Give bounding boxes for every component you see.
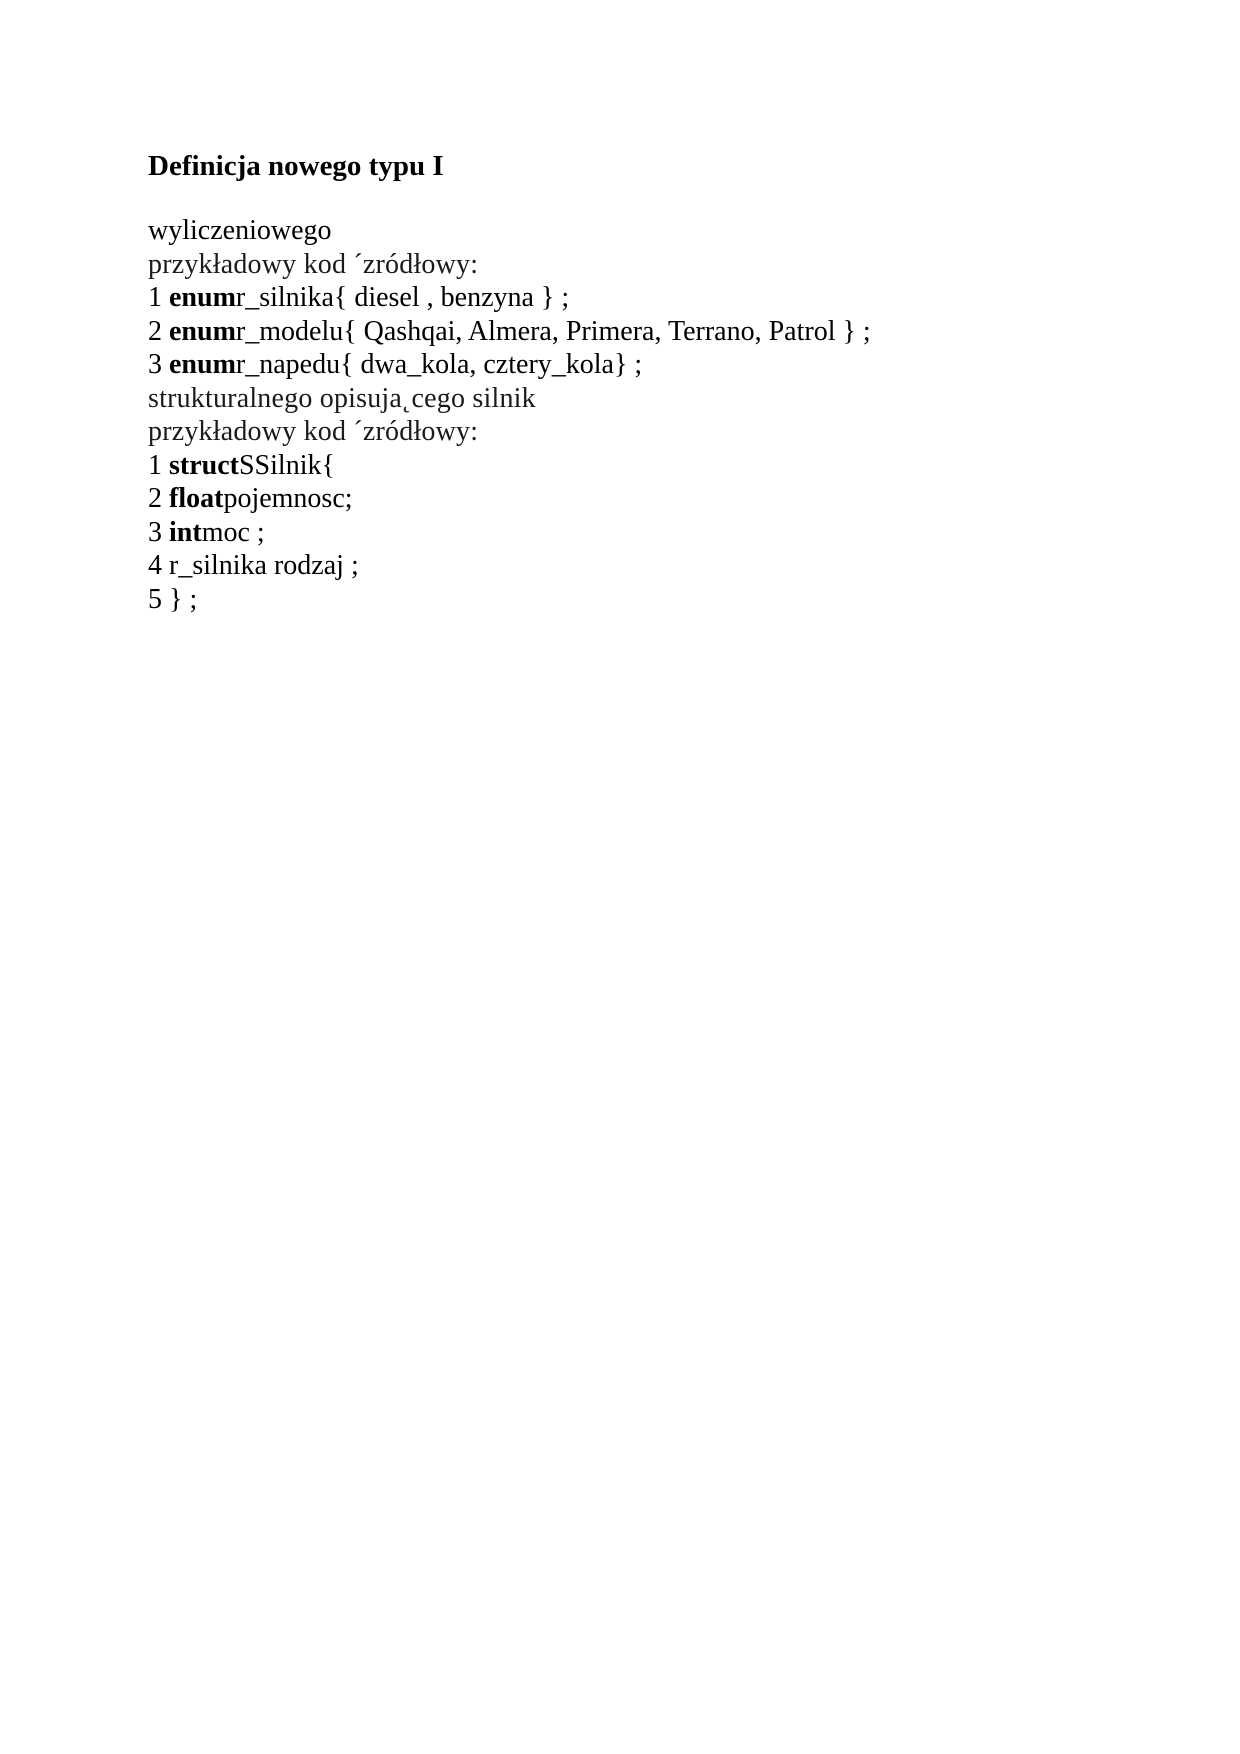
line-text: 3 [148,349,169,380]
document-line [148,248,1108,282]
line-text: moc ; [201,516,265,548]
line-text: r_modelu{ Qashqai, Almera, Primera, Terrano, Patrol } ; [235,315,871,347]
document-line [148,516,1108,550]
line-text: 5 } ; [148,583,198,615]
document-line [148,214,1108,248]
document-line [148,415,1108,449]
line-text: 3 [148,516,169,548]
line-text: przykładowy kod ´zródłowy: [148,416,479,447]
document-title: Definicja nowego typu I [148,150,444,182]
document-line [148,348,1108,382]
line-text: SSilnik{ [238,449,335,481]
document-line [148,382,1108,416]
line-text: r_silnika{ diesel , benzyna } ; [235,282,570,313]
document-line [148,549,1108,583]
document-line [148,449,1108,483]
line-text: pojemnosc; [223,483,353,514]
line-text: wyliczeniowego [148,215,332,246]
line-text: przykładowy kod ´zródłowy: [148,248,479,280]
code-keyword: int [169,516,202,548]
code-keyword: enum [169,349,236,380]
line-text: 2 [148,315,169,347]
document-content [148,148,1108,616]
document-line [148,482,1108,516]
line-text: 4 r_silnika rodzaj ; [148,550,359,581]
code-keyword: enum [169,315,236,347]
code-keyword: float [169,483,224,514]
code-keyword: enum [169,282,236,313]
code-keyword: struct [169,449,239,481]
line-text: 2 [148,483,169,514]
line-text: strukturalnego opisuja˛cego silnik [148,382,536,414]
line-text: 1 [148,449,169,481]
line-text: r_napedu{ dwa_kola, cztery_kola} ; [235,349,643,380]
line-text: 1 [148,282,169,313]
document-body [148,214,1108,616]
document-line [148,315,1108,349]
document-line [148,583,1108,617]
document-line [148,281,1108,315]
